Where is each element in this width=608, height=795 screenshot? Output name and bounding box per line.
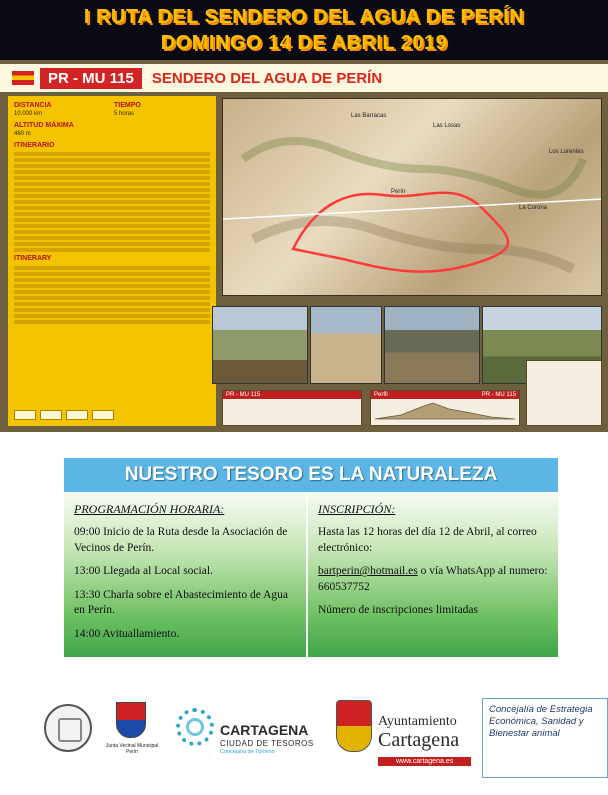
ayto-word: Ayuntamiento [378,714,457,729]
whatsapp-text: o vía WhatsApp al numero: 660537752 [318,565,548,593]
text-line [14,212,210,216]
schedule-box [64,493,306,657]
text-line [14,320,210,324]
profile-svg [371,399,519,423]
stat-value: 460 m [14,131,31,137]
text-line [14,176,210,180]
ayto-city: Cartagena [378,729,460,751]
map-town: Las Barracas [351,113,387,119]
map-ridge [253,221,573,269]
text-line [14,218,210,222]
stat-altitude [14,122,210,138]
legend-code: PR - MU 115 [226,392,261,398]
stat-label: DISTANCIA [14,102,52,109]
map-town: Los Lorentes [549,149,584,155]
sponsor-logo [40,410,62,420]
junta-label: Junta Vecinal Municipal Perín [105,743,159,755]
cartagena-dept: Concejalía de Turismo [220,749,275,755]
trail-stats [14,102,210,118]
text-line [14,188,210,192]
text-line [14,230,210,234]
text-line [14,314,210,318]
text-line [14,296,210,300]
schedule-item: 09:00 Inicio de la Ruta desde la Asociación de Vecinos de Perín. [74,526,288,554]
itinerario-heading: ITINERARIO [14,141,55,149]
trail-info-panel [0,60,608,432]
registration-contact [318,564,548,595]
text-line [14,194,210,198]
elevation-profile [370,390,520,426]
text-line [14,290,210,294]
association-seal-icon [44,704,92,752]
registration-intro: Hasta las 12 horas del día 12 de Abril, al correo electrónico: [318,526,537,554]
text-line [14,206,210,210]
ayuntamiento-logo [378,714,471,768]
profile-title: Perfil [374,392,388,398]
stat-label: ALTITUD MÁXIMA [14,122,74,130]
stat-distance [14,102,110,118]
text-line [14,224,210,228]
text-line [14,278,210,282]
text-line [14,248,210,252]
cartagena-logo-inner [186,718,204,736]
map-town: La Corona [519,205,548,211]
stat-value: 5 horas [114,110,135,117]
cartagena-tourism-logo [220,722,314,755]
trail-flag-icon [12,71,34,85]
event-date: DOMINGO 14 DE ABRIL 2019 [160,32,448,54]
text-line [14,266,210,270]
signage-panel [526,360,602,426]
stat-label: TIEMPO [114,102,141,109]
route-code: PR - MU 115 [40,68,142,89]
map-ridge [243,141,583,195]
registration-title: INSCRIPCIÓN: [318,502,396,516]
text-line [14,152,210,156]
text-line [14,302,210,306]
schedule-item: 13:00 Llegada al Local social. [74,565,213,578]
text-line [14,236,210,240]
schedule-item: 14:00 Avituallamiento. [74,627,180,640]
map-town: Las Losas [433,123,461,129]
photo-aqueduct [212,306,308,384]
schedule-item: 13:30 Charla sobre el Abastecimiento de Agua en Perín. [74,588,288,617]
text-line [14,170,210,174]
trail-title-bar [0,64,608,92]
text-line [14,200,210,204]
itinerary-heading: ITINERARY [14,255,52,263]
event-title: I RUTA DEL SENDERO DEL AGUA DE PERÍN [83,6,525,28]
stat-time [114,102,210,118]
text-line [14,158,210,162]
ayto-url[interactable]: www.cartagena.es [378,757,471,766]
text-line [14,308,210,312]
junta-shield-icon [116,702,146,738]
registration-box [308,493,558,657]
text-line [14,182,210,186]
sponsor-logo [66,410,88,420]
text-line [14,242,210,246]
trail-map [222,98,602,296]
email-link[interactable]: bartperin@hotmail.es [318,565,418,578]
text-line [14,272,210,276]
schedule-title: PROGRAMACIÓN HORARIA: [74,502,225,516]
route-name: SENDERO DEL AGUA DE PERÍN [151,69,383,87]
sponsor-logo [92,410,114,420]
map-town: Perín [391,189,406,195]
registration-limit: Número de inscripciones limitadas [318,604,479,617]
map-route-svg [223,99,602,296]
event-header [0,0,608,60]
text-line [14,284,210,288]
cartagena-sub: CIUDAD DE TESOROS [220,739,314,748]
profile-curve [375,403,515,419]
text-line [14,164,210,168]
sponsors-footer [0,698,608,788]
concejalia-box: Concejalía de Estrategia Económica, Sanidad y Bienestar animal [482,698,608,778]
trail-description-column [8,96,216,426]
photo-hikers [310,306,382,384]
photo-mountains [384,306,480,384]
city-crest-icon [336,700,372,752]
profile-code: PR - MU 115 [481,392,516,398]
slogan-banner: NUESTRO TESORO ES LA NATURALEZA [64,458,558,492]
stat-value: 10.000 km [14,110,43,117]
sponsor-logo [14,410,36,420]
sponsor-logos [14,410,114,420]
difficulty-legend [222,390,362,426]
cartagena-name: CARTAGENA [220,722,309,738]
